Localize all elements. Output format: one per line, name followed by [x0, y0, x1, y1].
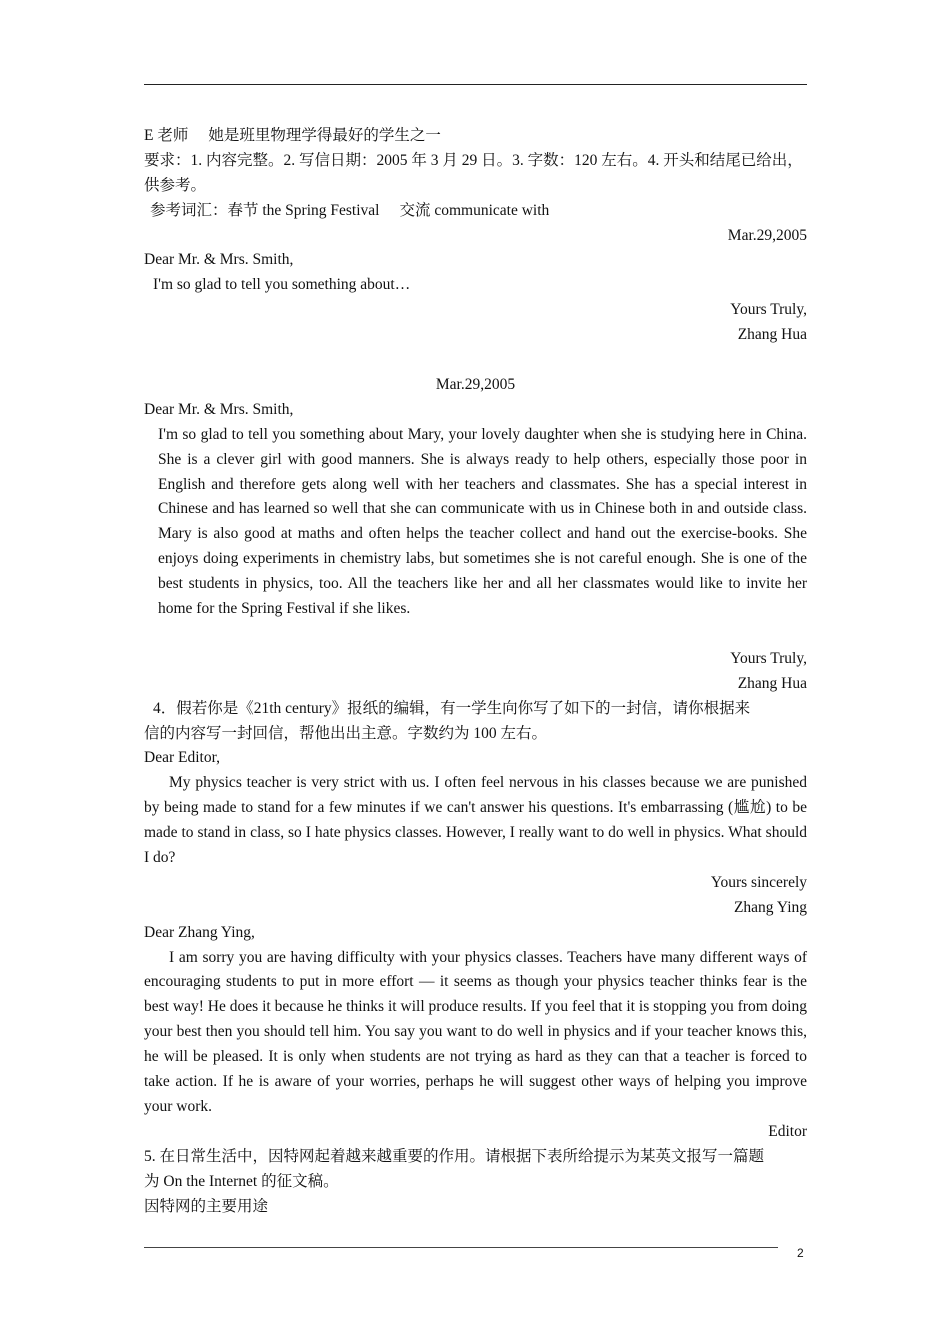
task3-date: Mar.29,2005 — [727, 226, 807, 244]
task5-table-heading: 因特网的主要用途 — [144, 1197, 269, 1215]
spacer — [144, 622, 807, 647]
document-body — [144, 124, 807, 1219]
vocab-spring-festival: 参考词汇：春节 the Spring Festival — [150, 201, 380, 219]
page-number: 2 — [797, 1246, 804, 1260]
sample3-body: I'm so glad to tell you something about Mary, your lovely daughter when she is studying here in China. She is a clever girl with good manners. She is always ready to help others, especially those poor in English and therefore gets along well with her teachers and classmates. She has a special interest in Chinese and has learned so well that she can communicate with us in Chinese both in and outside class. Mary is also good at maths and often helps the teacher collect and hand out the exercise-books. She enjoys doing experiments in chemistry labs, but sometimes she is not careful enough. She is one of the best students in physics, too. All the teachers like her and all her classmates would like to invite her home for the Spring Festival if she likes. — [158, 425, 807, 618]
task3-requirements-line2: 供参考。 — [144, 176, 207, 194]
sample3-greeting: Dear Mr. & Mrs. Smith, — [144, 400, 294, 418]
sample3-date: Mar.29,2005 — [435, 375, 516, 393]
header-rule — [144, 84, 807, 85]
task5-prompt-line2: 为 On the Internet 的征文稿。 — [144, 1172, 339, 1190]
task4-reply-signature: Editor — [768, 1122, 807, 1140]
spacer — [144, 348, 807, 373]
task4-reply-body: I am sorry you are having difficulty with your physics classes. Teachers have many different ways of encouraging students to put in more effort — it seems as though your physics teacher thinks fear is the best way! He does it because he thinks it will produce results. If you feel that it is stopping you from doing your best then you should tell him. You say you want to do well in physics and if your teacher knows this, he will be pleased. It is only when students are not trying as hard as they can that a teacher is forced to take action. If he is aware of your worries, perhaps he will suggest other ways of helping you improve your work. — [144, 948, 807, 1116]
task3-greeting: Dear Mr. & Mrs. Smith, — [144, 251, 294, 269]
task3-requirements-line1: 要求：1. 内容完整。2. 写信日期：2005 年 3 月 29 日。3. 字数：120 左右。4. 开头和结尾已给出， — [144, 151, 803, 169]
vocab-communicate: 交流 communicate with — [399, 201, 550, 219]
task4-reply-greeting: Dear Zhang Ying, — [144, 923, 255, 941]
task4-letter-signature: Zhang Ying — [733, 898, 807, 916]
task4-letter-greeting: Dear Editor, — [144, 749, 220, 767]
sample3-signature: Zhang Hua — [737, 674, 807, 692]
task5-prompt-line1: 5. 在日常生活中，因特网起着越来越重要的作用。请根据下表所给提示为某英文报写一篇题 — [144, 1147, 765, 1165]
task4-letter-closing: Yours sincerely — [710, 873, 807, 891]
task4-letter-body: My physics teacher is very strict with us. I often feel nervous in his classes because we are punished by being made to stand for a few minutes if we can't answer his questions. It's embarrassing (尴尬) to be made to stand in class, so I hate physics classes. However, I really want to do well in physics. What should I do? — [144, 774, 807, 866]
task3-opening: I'm so glad to tell you something about… — [153, 276, 411, 294]
hint-teacher-note: 她是班里物理学得最好的学生之一 — [208, 127, 441, 144]
hint-teacher-label: E 老师 — [144, 127, 189, 144]
task4-prompt-line1: 4．假若你是《21th century》报纸的编辑，有一学生向你写了如下的一封信，请你根据来 — [153, 699, 751, 717]
footer-rule — [144, 1247, 778, 1248]
task3-hint-line — [144, 124, 807, 149]
task3-signature: Zhang Hua — [737, 326, 807, 344]
sample3-closing: Yours Truly, — [730, 649, 807, 667]
task3-closing: Yours Truly, — [730, 301, 807, 319]
task3-vocab-line — [144, 199, 807, 224]
task4-prompt-line2: 信的内容写一封回信，帮他出出主意。字数约为 100 左右。 — [144, 724, 548, 742]
